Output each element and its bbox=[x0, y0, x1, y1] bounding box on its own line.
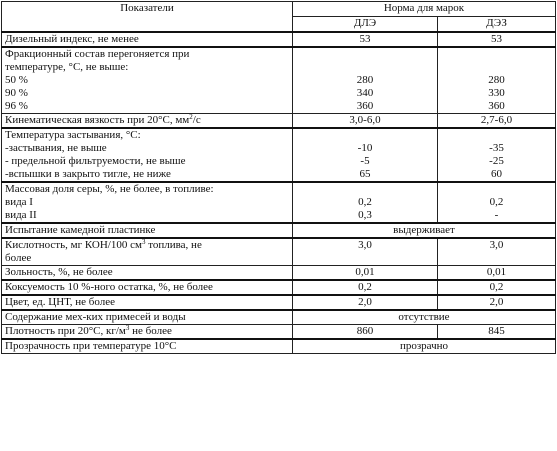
viscosity-v2: 2,7-6,0 bbox=[438, 114, 556, 129]
row-gum-plate bbox=[2, 223, 556, 238]
row-coke bbox=[2, 280, 556, 295]
transparency-name: Прозрачность при температуре 10°С bbox=[2, 339, 293, 354]
header-grade1: ДЛЭ bbox=[293, 17, 438, 33]
acidity-v1: 3,0 bbox=[293, 238, 438, 266]
viscosity-v1: 3,0-6,0 bbox=[293, 114, 438, 129]
temperature-v2: -35 -25 60 bbox=[438, 128, 556, 182]
fractional-v1: 280 340 360 bbox=[293, 47, 438, 114]
color-v1: 2,0 bbox=[293, 295, 438, 310]
coke-v1: 0,2 bbox=[293, 280, 438, 295]
diesel-index-v2: 53 bbox=[438, 32, 556, 47]
diesel-index-v1: 53 bbox=[293, 32, 438, 47]
header-norm: Норма для марок bbox=[293, 2, 556, 17]
coke-v2: 0,2 bbox=[438, 280, 556, 295]
header-grade2: ДЭЗ bbox=[438, 17, 556, 33]
ash-v1: 0,01 bbox=[293, 266, 438, 281]
row-viscosity bbox=[2, 114, 556, 129]
header-row-1 bbox=[2, 2, 556, 17]
row-diesel-index bbox=[2, 32, 556, 47]
temperature-name: Температура застывания, °С: -застывания, не выше - предельной фильтруемости, не выше -вспышки в закрыто тигле, не ниже bbox=[2, 128, 293, 182]
mech-impurities-name: Содержание мех-ких примесей и воды bbox=[2, 310, 293, 325]
sulfur-v1: 0,2 0,3 bbox=[293, 182, 438, 223]
row-fractional bbox=[2, 47, 556, 114]
row-mech-impurities bbox=[2, 310, 556, 325]
fuel-spec-table bbox=[1, 1, 556, 354]
row-density bbox=[2, 325, 556, 340]
row-transparency bbox=[2, 339, 556, 354]
acidity-v2: 3,0 bbox=[438, 238, 556, 266]
color-name: Цвет, ед. ЦНТ, не более bbox=[2, 295, 293, 310]
density-v1: 860 bbox=[293, 325, 438, 340]
fractional-v2: 280 330 360 bbox=[438, 47, 556, 114]
fractional-name: Фракционный состав перегоняется при температуре, °С, не выше: 50 % 90 % 96 % bbox=[2, 47, 293, 114]
gum-plate-value: выдерживает bbox=[293, 223, 556, 238]
color-v2: 2,0 bbox=[438, 295, 556, 310]
sulfur-v2: 0,2 - bbox=[438, 182, 556, 223]
temperature-v1: -10 -5 65 bbox=[293, 128, 438, 182]
coke-name: Коксуемость 10 %-ного остатка, %, не более bbox=[2, 280, 293, 295]
density-name: Плотность при 20°С, $кг/м^3$ не более bbox=[2, 325, 293, 340]
header-indicators: Показатели bbox=[2, 2, 293, 33]
sulfur-name: Массовая доля серы, %, не более, в топливе: вида I вида II bbox=[2, 182, 293, 223]
mech-impurities-value: отсутствие bbox=[293, 310, 556, 325]
ash-name: Зольность, %, не более bbox=[2, 266, 293, 281]
row-acidity bbox=[2, 238, 556, 266]
row-ash bbox=[2, 266, 556, 281]
ash-v2: 0,01 bbox=[438, 266, 556, 281]
gum-plate-name: Испытание камедной пластинке bbox=[2, 223, 293, 238]
transparency-value: прозрачно bbox=[293, 339, 556, 354]
diesel-index-name: Дизельный индекс, не менее bbox=[2, 32, 293, 47]
acidity-name: Кислотность, мг КОН/100 $см^3$ топлива, не более bbox=[2, 238, 293, 266]
viscosity-name: Кинематическая вязкость при 20°С, $мм^2/с$ bbox=[2, 114, 293, 129]
density-v2: 845 bbox=[438, 325, 556, 340]
row-color bbox=[2, 295, 556, 310]
row-temperature bbox=[2, 128, 556, 182]
row-sulfur bbox=[2, 182, 556, 223]
